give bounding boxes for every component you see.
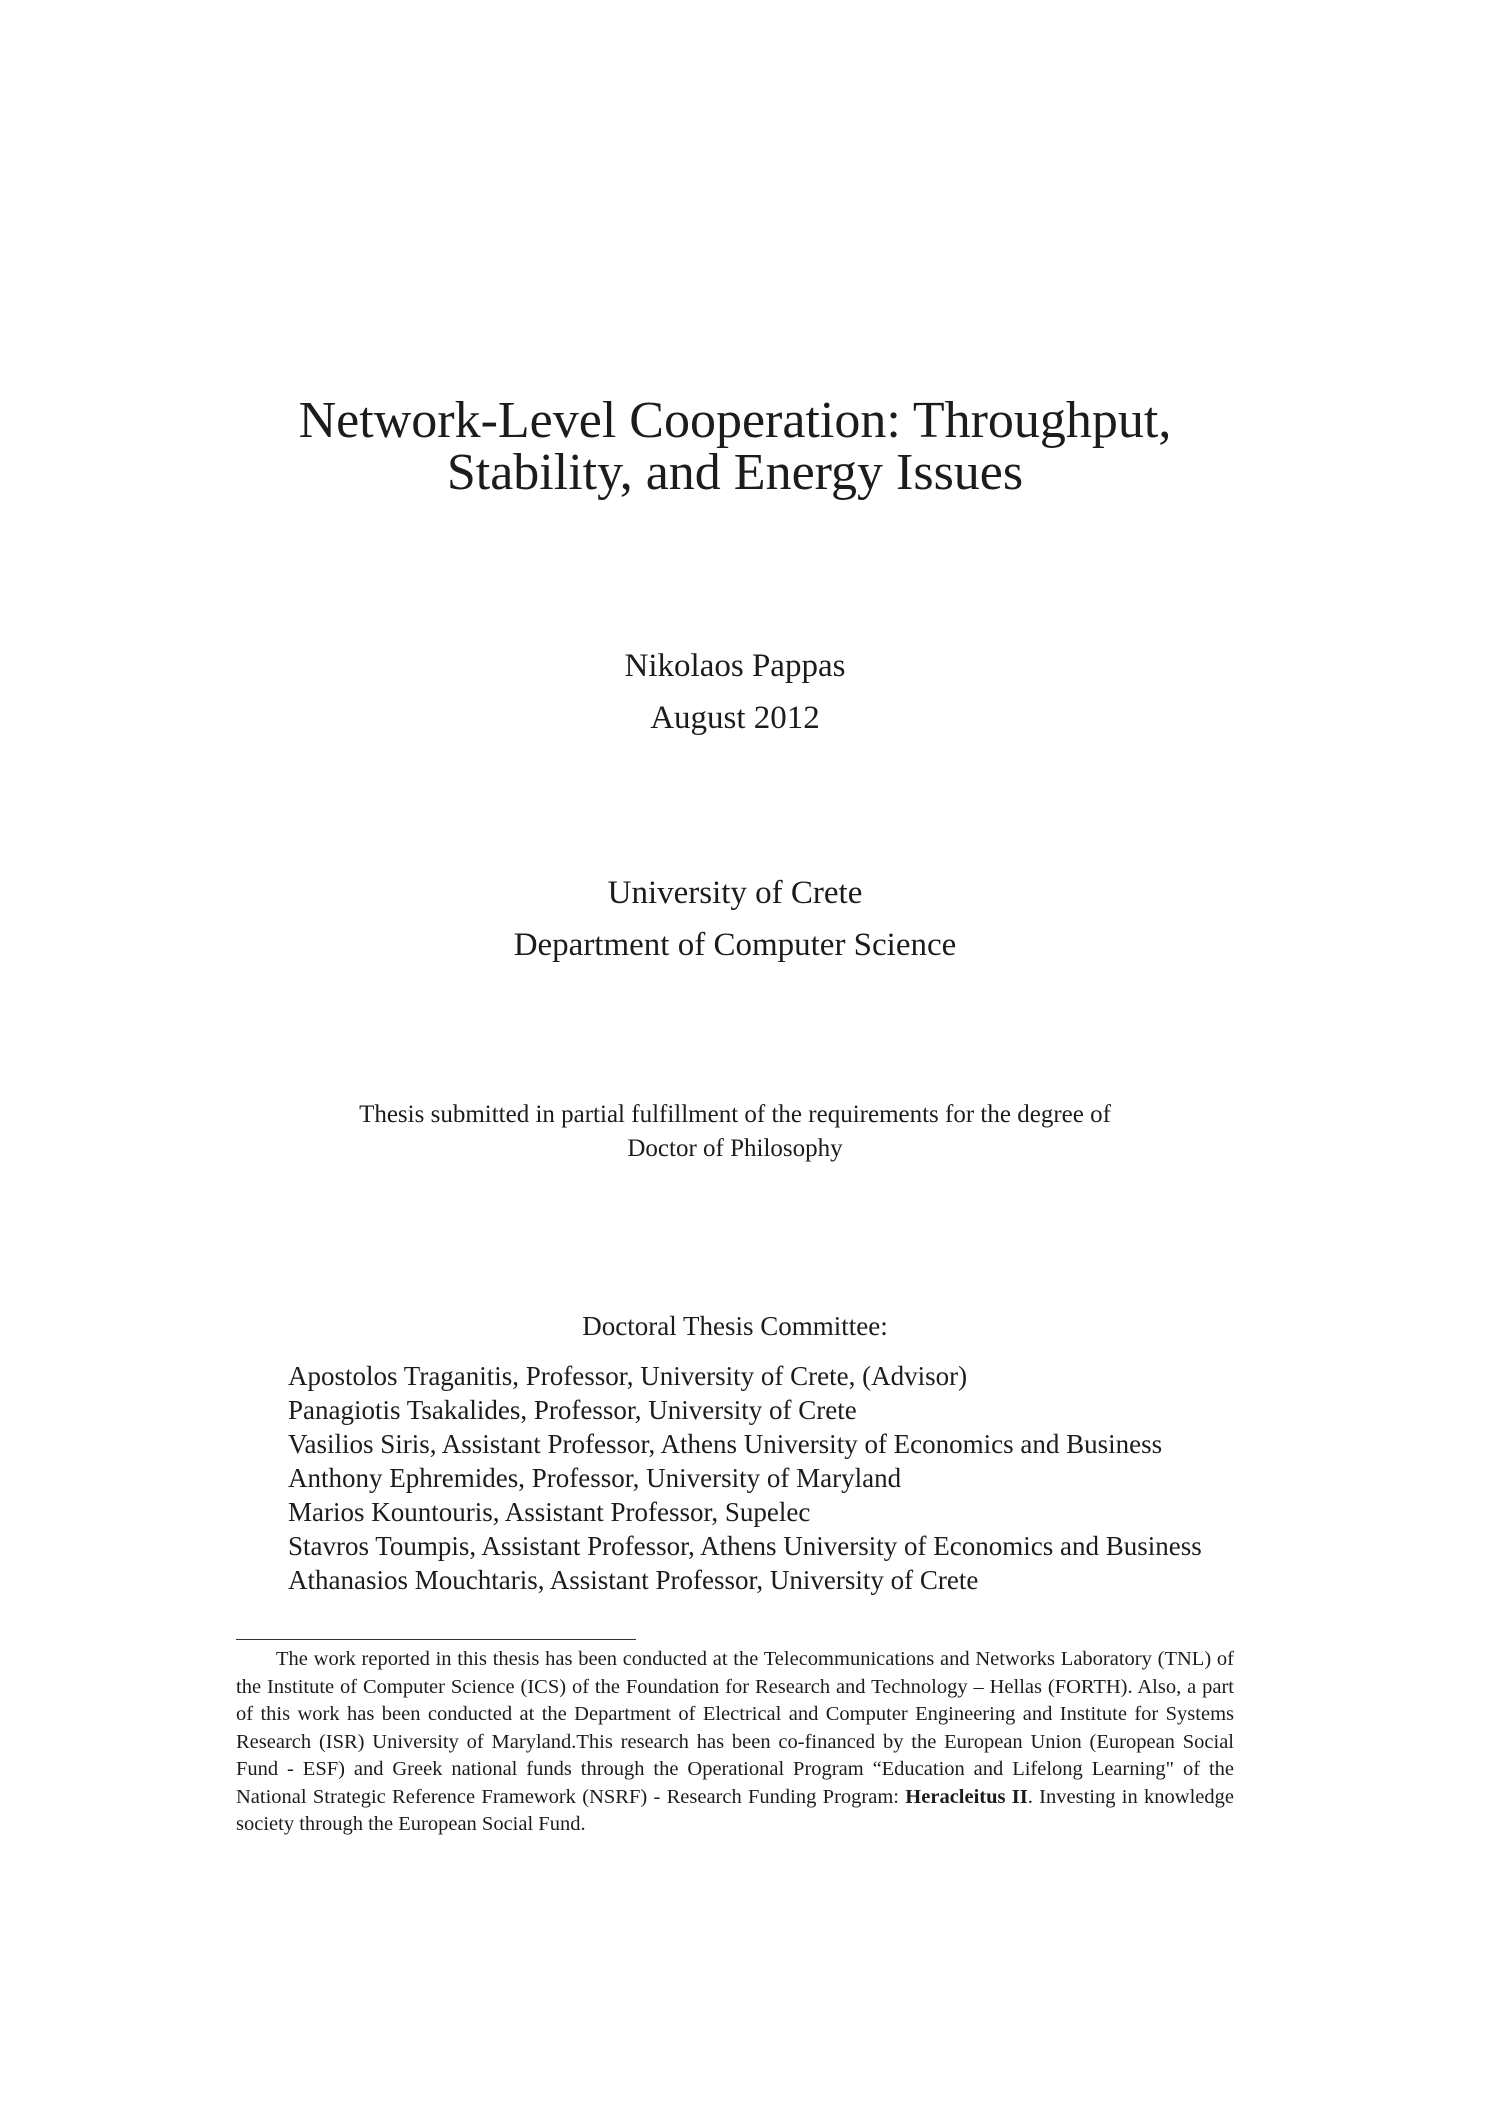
committee-member: Anthony Ephremides, Professor, University of Maryland bbox=[288, 1463, 902, 1493]
department-name: Department of Computer Science bbox=[513, 927, 957, 963]
degree-statement-line-1: Thesis submitted in partial fulfillment of the requirements for the degree of bbox=[359, 1101, 1111, 1128]
author-name: Nikolaos Pappas bbox=[624, 648, 846, 684]
program-name: Heracleitus II bbox=[905, 1785, 1028, 1808]
funding-footnote bbox=[236, 1646, 1234, 1839]
author-block bbox=[0, 640, 1470, 744]
committee-member: Athanasios Mouchtaris, Assistant Professor, University of Crete bbox=[288, 1565, 979, 1595]
thesis-title-line-2: Stability, and Energy Issues bbox=[446, 444, 1024, 501]
committee-member: Marios Kountouris, Assistant Professor, Supelec bbox=[288, 1497, 811, 1527]
committee-member: Apostolos Traganitis, Professor, University of Crete, (Advisor) bbox=[288, 1361, 968, 1391]
committee-list bbox=[288, 1359, 1202, 1597]
footnote-divider bbox=[236, 1639, 636, 1640]
degree-statement bbox=[0, 1098, 1470, 1166]
institution-block bbox=[0, 867, 1470, 971]
thesis-title-line-1: Network-Level Cooperation: Throughput, bbox=[298, 392, 1172, 449]
committee-member: Panagiotis Tsakalides, Professor, University of Crete bbox=[288, 1395, 857, 1425]
thesis-title bbox=[0, 392, 1470, 501]
degree-name: Doctor of Philosophy bbox=[627, 1135, 843, 1162]
committee-member: Vasilios Siris, Assistant Professor, Athens University of Economics and Business bbox=[288, 1429, 1163, 1459]
footnote-text: The work reported in this thesis has been conducted at the Telecommunications and Networks Laboratory (TNL) of the Institute of Computer Science (ICS) of the Foundation for Research and Technology – Hellas (FORTH). Also, a part of this work has been conducted at the Department of Electrical and Computer Engineering and Institute for Systems Research (ISR) University of Maryland.This research has been co-financed by the European Union (European Social Fund - ESF) and Greek national funds through the Operational Program “Education and Lifelong Learning" of the National Strategic Reference Framework (NSRF) - Research Funding Program: bbox=[236, 1648, 1234, 1808]
university-name: University of Crete bbox=[607, 875, 863, 911]
committee-heading: Doctoral Thesis Committee: bbox=[582, 1311, 888, 1341]
committee-member: Stavros Toumpis, Assistant Professor, Athens University of Economics and Business bbox=[288, 1531, 1202, 1561]
footnote-text-end: . Investing in knowledge society through the European Social Fund. bbox=[236, 1785, 1234, 1835]
submission-date: August 2012 bbox=[650, 700, 820, 736]
